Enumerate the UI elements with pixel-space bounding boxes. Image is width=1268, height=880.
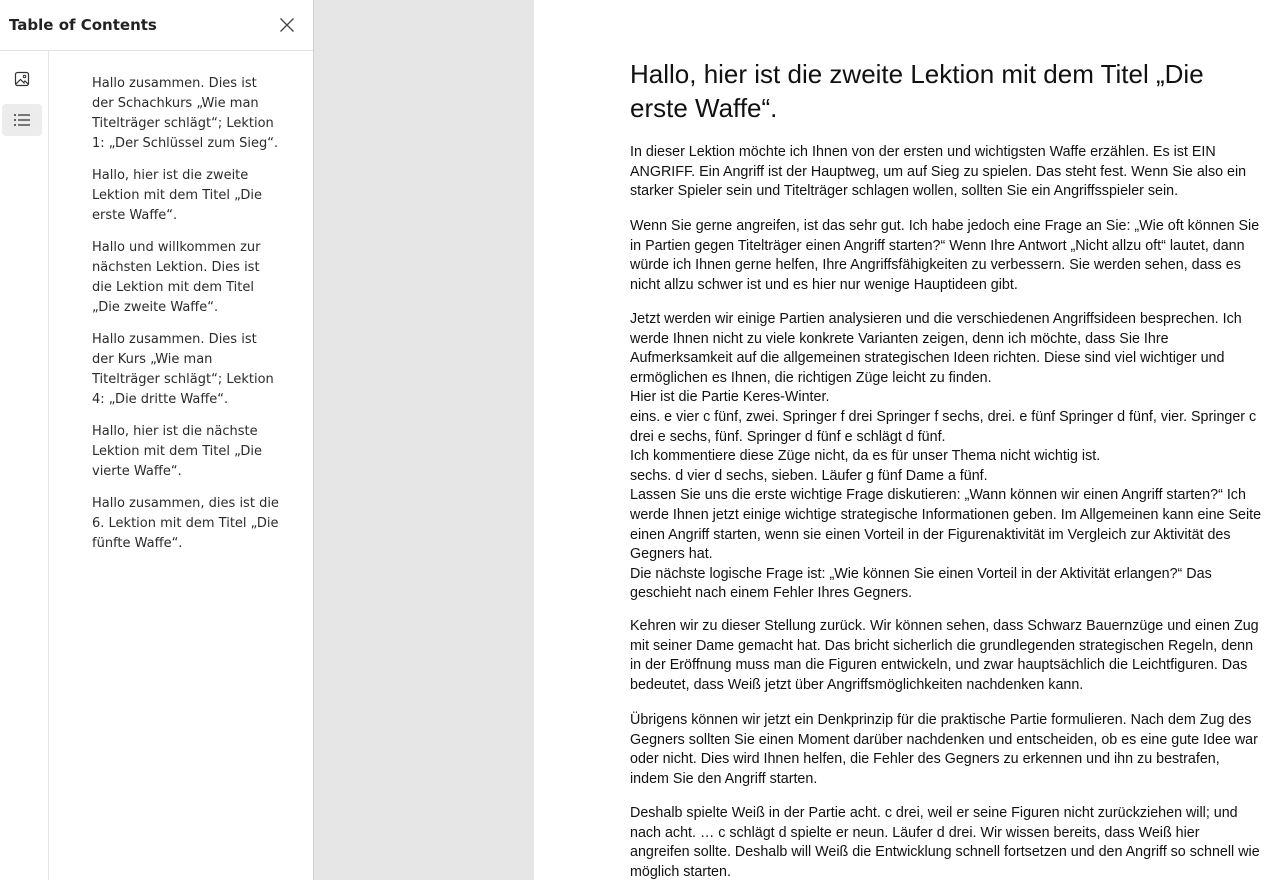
toc-item-lesson-5[interactable]: Hallo, hier ist die nächste Lektion mit dem Titel „Die vierte Waffe“. [92, 424, 263, 479]
thumbnails-button[interactable] [2, 63, 42, 95]
toc-list [50, 51, 313, 880]
table-of-contents-panel [0, 0, 314, 880]
toc-item-lesson-3[interactable]: Hallo und willkommen zur nächsten Lektion. Dies ist die Lektion mit dem Titel „Die zweite Waffe“. [92, 240, 261, 315]
toc-header [0, 0, 313, 51]
paragraph-3: Jetzt werden wir einige Partien analysieren und die verschiedenen Angriffsideen besprechen. Ich werde Ihnen nicht zu viele konkrete Varianten zeigen, denn ich möchte, dass Sie Ihre Aufmerksamkeit auf die allgemeinen strategischen Ideen richten. Diese sind viel wichtiger und ermöglichen es Ihnen, die richtigen Züge leicht zu finden. Hier ist die Partie Keres-Winter. eins. e vier c fünf, zwei. Springer f drei Springer f sechs, drei. e fünf Springer d fünf, vier. Springer c drei e sechs, fünf. Springer d fünf e schlägt d fünf. Ich kommentiere diese Züge nicht, da es für unser Thema nicht wichtig ist. sechs. d vier d sechs, sieben. Läufer g fünf Dame a fünf. Lassen Sie uns die erste wichtige Frage diskutieren: „Wann können wir einen Angriff starten?“ Ich werde Ihnen jetzt einige wichtige strategische Informationen geben. Im Allgemeinen kann eine Seite einen Angriff starten, wenn sie einen Vorteil in der Figurenaktivität im Vergleich zur Aktivität des Gegners hat. Die nächste logische Frage ist: „Wie können Sie einen Vorteil in der Aktivität erlangen?“ Das geschieht nach einem Fehler Ihres Gegners. [630, 311, 1262, 602]
paragraph-2: Wenn Sie gerne angreifen, ist das sehr gut. Ich habe jedoch eine Frage an Sie: „Wie oft können Sie in Partien gegen Titelträger einen Angriff starten?“ Wenn Ihre Antwort „Nicht allzu oft“ lautet, dann würde ich Ihnen gerne helfen, Ihre Angriffsfähigkeiten zu verbessern. Sie werden sehen, dass es nicht allzu schwer ist und es hier nur wenige Hauptideen gibt. [630, 218, 1260, 293]
paragraph-4: Kehren wir zu dieser Stellung zurück. Wir können sehen, dass Schwarz Bauernzüge und einen Zug mit seiner Dame gemacht hat. Das bricht sicherlich die grundlegenden strategischen Regeln, denn in der Eröffnung muss man die Figuren entwickeln, und zwar hauptsächlich die Leichtfiguren. Das bedeutet, dass Weiß jetzt über Angriffsmöglichkeiten nachdenken kann. [630, 618, 1259, 693]
close-icon [279, 17, 295, 33]
paragraph-1: In dieser Lektion möchte ich Ihnen von der ersten und wichtigsten Waffe erzählen. Es ist EIN ANGRIFF. Ein Angriff ist der Hauptweg, um auf Sieg zu spielen. Das steht fest. Wenn Sie also ein starker Spieler sein und Titelträger schlagen wollen, sollten Sie ein Angriffsspieler sein. [630, 144, 1247, 200]
list-icon [13, 113, 31, 127]
image-icon [14, 71, 30, 87]
toc-item-lesson-1[interactable]: Hallo zusammen. Dies ist der Schachkurs „Wie man Titelträger schlägt“; Lektion 1: „Der Schlüssel zum Sieg“. [92, 76, 279, 151]
toc-item-lesson-2[interactable]: Hallo, hier ist die zweite Lektion mit dem Titel „Die erste Waffe“. [92, 168, 263, 223]
paragraph-6: Deshalb spielte Weiß in der Partie acht. c drei, weil er seine Figuren nicht zurückziehen will; und nach acht. … c schlägt d spielte er neun. Läufer d drei. Wir wissen bereits, dass Weiß hier angreifen sollte. Deshalb will Weiß die Entwicklung schnell fortsetzen und den Angriff so schnell wie möglich starten. [630, 805, 1260, 880]
paragraph-5: Übrigens können wir jetzt ein Denkprinzip für die praktische Partie formulieren. Nach dem Zug des Gegners sollten Sie einen Moment darüber nachdenken und entscheiden, ob es eine gute Idee war oder nicht. Dies wird Ihnen helfen, die Fehler des Gegners zu erkennen und ihn zu bestrafen, indem Sie den Angriff starten. [630, 712, 1258, 787]
document-title: Hallo, hier ist die zweite Lektion mit dem Titel „Die erste Waffe“. [630, 59, 1204, 123]
icon-rail [0, 51, 49, 880]
document-page [534, 0, 1268, 880]
close-button[interactable] [274, 12, 300, 38]
toc-title: Table of Contents [9, 16, 157, 34]
toc-list-button[interactable] [2, 104, 42, 136]
toc-item-lesson-6[interactable]: Hallo zusammen, dies ist die 6. Lektion mit dem Titel „Die fünfte Waffe“. [92, 496, 279, 551]
toc-item-lesson-4[interactable]: Hallo zusammen. Dies ist der Kurs „Wie man Titelträger schlägt“; Lektion 4: „Die dritte Waffe“. [92, 332, 274, 407]
